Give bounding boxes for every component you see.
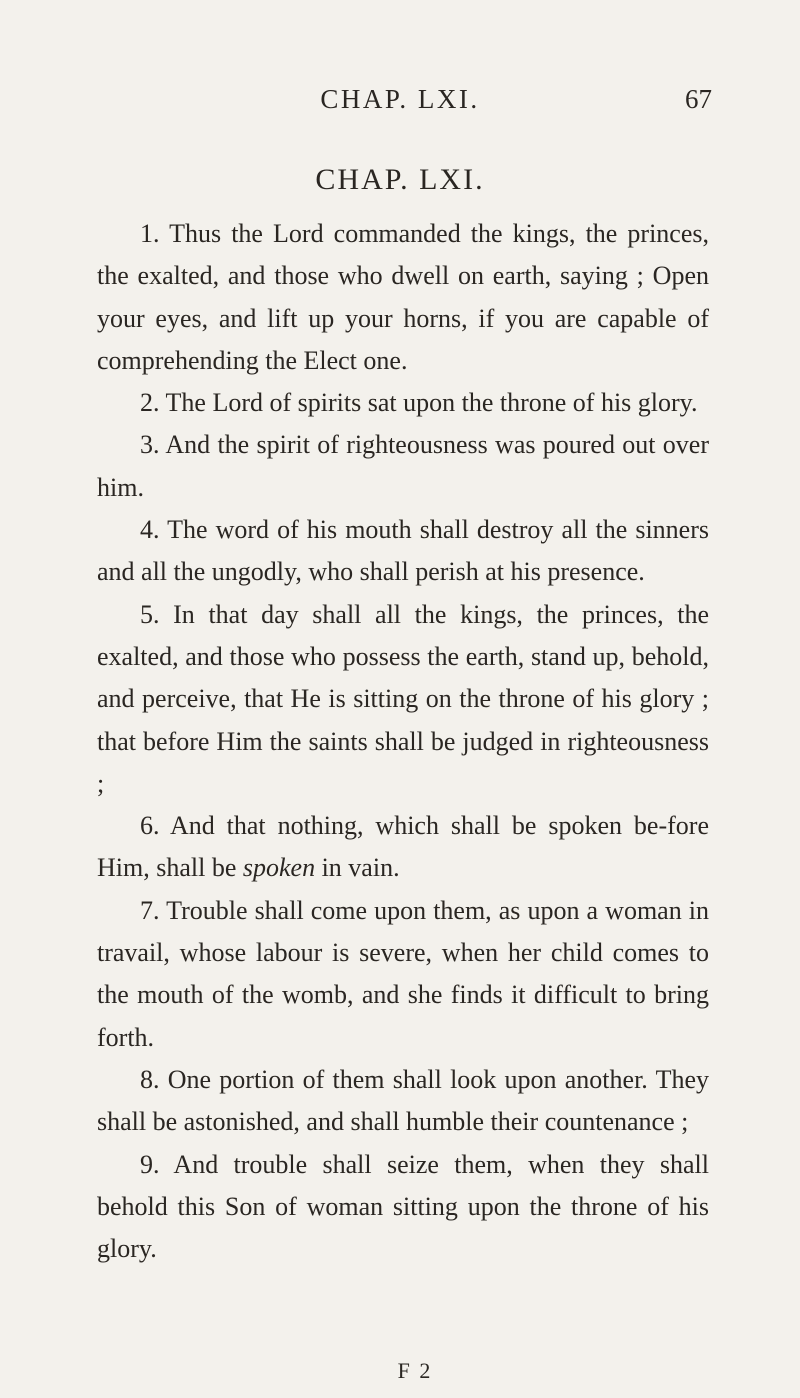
verse-7: 7. Trouble shall come upon them, as upon a woman in travail, whose labour is severe, when her child comes to the mouth of the womb, and she finds it difficult to bring forth. (97, 895, 709, 1052)
verse-4: 4. The word of his mouth shall destroy all the sinners and all the ungodly, who shall perish at his presence. (97, 515, 709, 587)
verse-6-italic-word: spoken (242, 853, 316, 883)
running-head (0, 84, 800, 124)
verse-6-text-before: 6. And that nothing, which shall be spoken be-fore Him, shall be (97, 811, 709, 883)
verse-list (97, 213, 709, 1270)
verse-5: 5. In that day shall all the kings, the princes, the exalted, and those who possess the earth, stand up, behold, and perceive, that He is sitting on the throne of his glory ; that before Him the saints shall be judged in righteousness ; (97, 599, 709, 798)
verse-6 (97, 805, 709, 890)
verse-9: 9. And trouble shall seize them, when they shall behold this Son of woman sitting upon the throne of his glory. (97, 1149, 709, 1264)
verse-8: 8. One portion of them shall look upon another. They shall be astonished, and shall humble their countenance ; (97, 1064, 709, 1137)
signature-mark: F 2 (397, 1358, 433, 1383)
verse-2: 2. The Lord of spirits sat upon the throne of his glory. (140, 388, 698, 418)
page-number: 67 (685, 84, 712, 114)
verse-1: 1. Thus the Lord commanded the kings, the princes, the exalted, and those who dwell on earth, saying ; Open your eyes, and lift up your horns, if you are capable of comprehending the Elect one. (97, 219, 709, 375)
verse-6-text-after: in vain. (315, 853, 400, 883)
running-title: CHAP. LXI. (320, 84, 480, 114)
verse-3: 3. And the spirit of righteousness was poured out over him. (97, 430, 709, 502)
chapter-heading: CHAP. LXI. (315, 163, 485, 196)
